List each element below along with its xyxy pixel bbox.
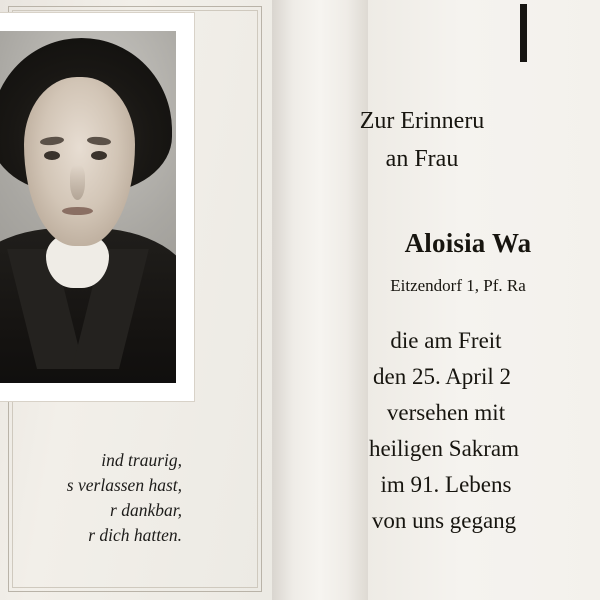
body-line-5: im 91. Lebens	[380, 472, 512, 497]
portrait-nose	[70, 165, 86, 200]
verse-line-2: s verlassen hast,	[66, 475, 182, 495]
right-page	[359, 0, 600, 600]
cross-icon	[520, 4, 527, 62]
portrait-photo	[0, 31, 176, 383]
verse-line-1: ind traurig,	[101, 450, 182, 470]
body-line-3: versehen mit	[386, 400, 506, 425]
verse-line-4: r dich hatten.	[88, 525, 182, 545]
portrait-frame	[0, 12, 195, 402]
deceased-name: Aloisia Wa	[404, 228, 532, 258]
deceased-address: Eitzendorf 1, Pf. Ra	[390, 276, 526, 295]
body-line-1: die am Freit	[390, 328, 502, 353]
body-line-2: den 25. April 2	[373, 364, 511, 389]
memorial-verse	[0, 448, 182, 548]
left-page	[0, 0, 272, 600]
portrait-eye-left	[44, 151, 60, 160]
body-line-4: heiligen Sakram	[368, 436, 520, 461]
portrait-eye-right	[91, 151, 107, 160]
body-line-6: von uns gegang	[371, 508, 517, 533]
intro-line-1: Zur Erinneru	[359, 108, 485, 134]
verse-line-3: r dankbar,	[110, 500, 182, 520]
intro-line-2: an Frau	[385, 146, 459, 172]
